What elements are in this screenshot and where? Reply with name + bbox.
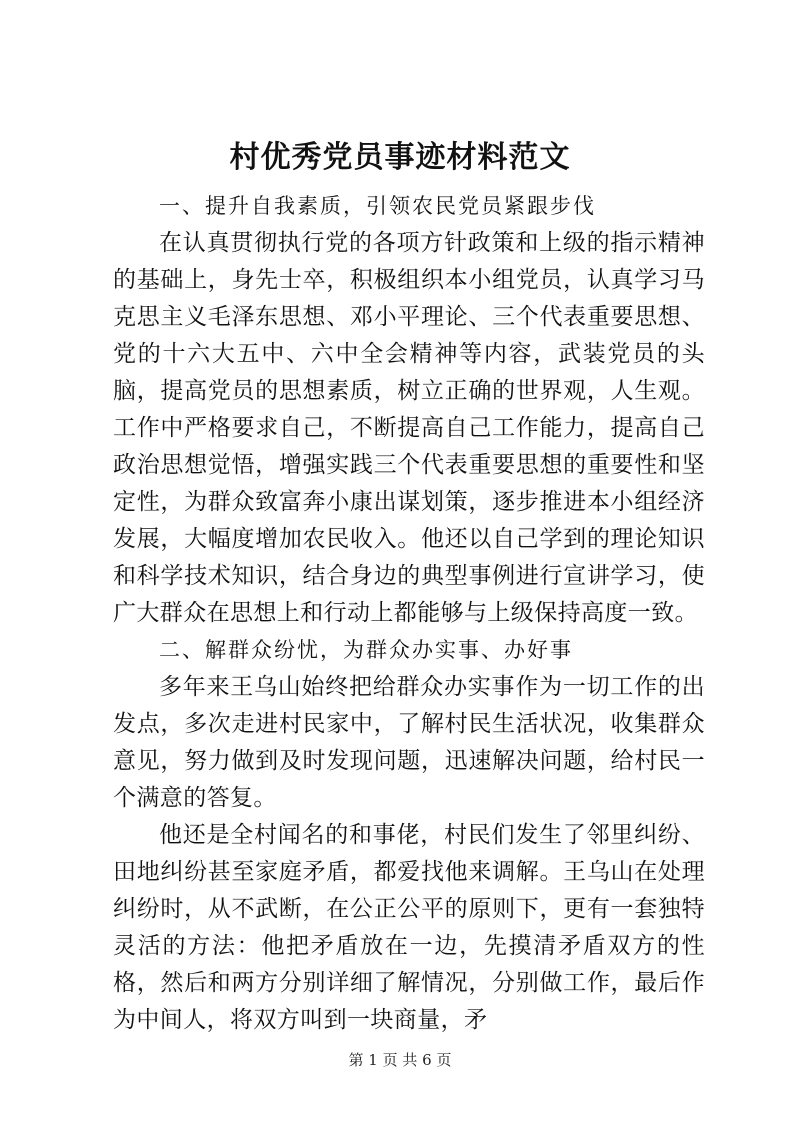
section-heading-2: 二、解群众纷忧，为群众办实事、办好事 [159, 638, 573, 662]
section-heading-1: 一、提升自我素质，引领农民党员紧跟步伐 [159, 194, 596, 218]
page-title: 村优秀党员事迹材料范文 [229, 140, 571, 175]
body-paragraph-1: 在认真贯彻执行党的各项方针政策和上级的指示精神的基础上，身先士卒，积极组织本小组党员，认真学习马克思主义毛泽东思想、邓小平理论、三个代表重要思想、党的十六大五中、六中全会精神等内容，武装党员的头脑，提高党员的思想素质，树立正确的世界观，人生观。工作中严格要求自己，不断提高自己工作能力，提高自己政治思想觉悟，增强实践三个代表重要思想的重要性和坚定性，为群众致富奔小康出谋划策，逐步推进本小组经济发展，大幅度增加农民收入。他还以自己学到的理论知识和科学技术知识，结合身边的典型事例进行宣讲学习，使广大群众在思想上和行动上都能够与上级保持高度一致。 [113, 230, 705, 626]
body-paragraph-3: 他还是全村闻名的和事佬，村民们发生了邻里纠纷、田地纠纷甚至家庭矛盾，都爱找他来调解。王乌山在处理纠纷时，从不武断，在公正公平的原则下，更有一套独特灵活的方法：他把矛盾放在一边，先摸清矛盾双方的性格，然后和两方分别详细了解情况，分别做工作，最后作为中间人，将双方叫到一块商量，矛 [113, 822, 705, 1033]
body-paragraph-2: 多年来王乌山始终把给群众办实事作为一切工作的出发点，多次走进村民家中，了解村民生活状况，收集群众意见，努力做到及时发现问题，迅速解决问题，给村民一个满意的答复。 [113, 674, 705, 811]
document-body [113, 188, 705, 1039]
page-footer: 第 1 页 共 6 页 [348, 1051, 452, 1069]
